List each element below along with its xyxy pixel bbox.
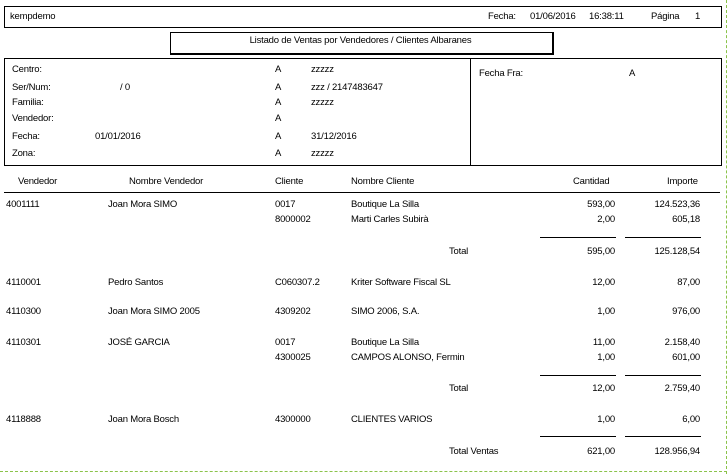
filter-familia-a: A bbox=[275, 97, 282, 108]
subtotal-label: Total bbox=[449, 383, 469, 394]
table-row-cantidad: 1,00 bbox=[597, 352, 615, 363]
filter-zona-to: zzzzz bbox=[311, 148, 334, 159]
table-row-nombre-cliente: Marti Carles Subirà bbox=[351, 214, 429, 225]
filter-zona-a: A bbox=[275, 148, 282, 159]
filter-centro-label: Centro: bbox=[12, 64, 42, 75]
report-time: 16:38:11 bbox=[589, 11, 624, 22]
col-importe: Importe bbox=[667, 176, 698, 187]
filter-zona-label: Zona: bbox=[12, 148, 36, 159]
subtotal-cantidad: 595,00 bbox=[587, 246, 615, 257]
table-row-cantidad: 593,00 bbox=[587, 199, 615, 210]
table-row-nombre-vendedor: Pedro Santos bbox=[108, 277, 164, 288]
report-title: Listado de Ventas por Vendedores / Clientes Albaranes bbox=[249, 35, 472, 46]
filter-familia-to: zzzzz bbox=[311, 97, 334, 108]
table-row-vendedor: 4118888 bbox=[6, 414, 41, 425]
table-row-vendedor: 4110300 bbox=[6, 306, 41, 317]
subtotal-rule bbox=[625, 237, 701, 238]
table-row-cliente: C060307.2 bbox=[275, 277, 320, 288]
filter-vendedor-a: A bbox=[275, 113, 282, 124]
table-row-cliente: 0017 bbox=[275, 337, 296, 348]
grand-total-rule bbox=[625, 436, 701, 437]
filter-centro-to: zzzzz bbox=[311, 64, 334, 75]
table-row-importe: 124.523,36 bbox=[654, 199, 700, 210]
filters-divider bbox=[470, 58, 471, 165]
subtotal-importe: 2.759,40 bbox=[664, 383, 700, 394]
grand-total-cantidad: 621,00 bbox=[587, 446, 615, 457]
filter-sernum-from: / 0 bbox=[120, 82, 130, 93]
table-row-nombre-vendedor: Joan Mora Bosch bbox=[108, 414, 179, 425]
filter-centro-a: A bbox=[275, 64, 282, 75]
filter-fecha-a: A bbox=[275, 131, 282, 142]
col-vendedor: Vendedor bbox=[18, 176, 58, 187]
filter-sernum-to: zzz / 2147483647 bbox=[311, 82, 383, 93]
table-row-cantidad: 11,00 bbox=[592, 337, 615, 348]
grand-total-importe: 128.956,94 bbox=[654, 446, 700, 457]
table-row-importe: 87,00 bbox=[677, 277, 700, 288]
table-row-nombre-cliente: SIMO 2006, S.A. bbox=[351, 306, 420, 317]
table-row-cantidad: 1,00 bbox=[597, 414, 615, 425]
filter-fecha-label: Fecha: bbox=[12, 131, 40, 142]
subtotal-rule bbox=[540, 375, 616, 376]
filters-box bbox=[4, 58, 722, 166]
table-row-vendedor: 4110301 bbox=[6, 337, 41, 348]
filter-fechafra-a: A bbox=[629, 68, 636, 79]
table-row-nombre-cliente: Boutique La Silla bbox=[351, 199, 419, 210]
col-nombre-vendedor: Nombre Vendedor bbox=[129, 176, 204, 187]
subtotal-rule bbox=[540, 237, 616, 238]
col-cliente: Cliente bbox=[275, 176, 304, 187]
table-row-cliente: 8000002 bbox=[275, 214, 311, 225]
table-row-cliente: 4300025 bbox=[275, 352, 311, 363]
grand-total-label: Total Ventas bbox=[449, 446, 499, 457]
report-date: 01/06/2016 bbox=[530, 11, 576, 22]
filter-fecha-from: 01/01/2016 bbox=[95, 131, 141, 142]
table-row-cantidad: 2,00 bbox=[597, 214, 615, 225]
table-row-nombre-vendedor: Joan Mora SIMO bbox=[108, 199, 178, 210]
table-row-cliente: 4309202 bbox=[275, 306, 311, 317]
table-row-nombre-cliente: CAMPOS ALONSO, Fermin bbox=[351, 352, 465, 363]
page-label: Página bbox=[651, 11, 680, 22]
table-row-importe: 976,00 bbox=[672, 306, 700, 317]
filter-familia-label: Familia: bbox=[12, 97, 44, 108]
table-row-cantidad: 1,00 bbox=[597, 306, 615, 317]
grand-total-rule bbox=[540, 436, 616, 437]
date-label: Fecha: bbox=[488, 11, 516, 22]
table-row-nombre-cliente: CLIENTES VARIOS bbox=[351, 414, 433, 425]
filter-vendedor-label: Vendedor: bbox=[12, 113, 54, 124]
table-row-importe: 2.158,40 bbox=[664, 337, 700, 348]
subtotal-importe: 125.128,54 bbox=[654, 246, 700, 257]
table-row-nombre-vendedor: JOSÉ GARCIA bbox=[108, 337, 170, 348]
col-cantidad: Cantidad bbox=[573, 176, 610, 187]
page-number: 1 bbox=[695, 11, 701, 22]
table-row-cliente: 4300000 bbox=[275, 414, 311, 425]
subtotal-rule bbox=[625, 375, 701, 376]
company-name: kempdemo bbox=[10, 11, 56, 22]
col-nombre-cliente: Nombre Cliente bbox=[351, 176, 415, 187]
table-row-nombre-vendedor: Joan Mora SIMO 2005 bbox=[108, 306, 200, 317]
table-row-vendedor: 4001111 bbox=[6, 199, 40, 210]
table-row-nombre-cliente: Boutique La Silla bbox=[351, 337, 419, 348]
filter-sernum-label: Ser/Num: bbox=[12, 82, 51, 93]
table-row-nombre-cliente: Kriter Software Fiscal SL bbox=[351, 277, 451, 288]
table-row-importe: 6,00 bbox=[682, 414, 700, 425]
filter-sernum-a: A bbox=[275, 82, 282, 93]
table-row-cliente: 0017 bbox=[275, 199, 296, 210]
table-row-cantidad: 12,00 bbox=[592, 277, 615, 288]
table-row-vendedor: 4110001 bbox=[6, 277, 41, 288]
header-rule bbox=[4, 192, 720, 193]
table-row-importe: 601,00 bbox=[672, 352, 700, 363]
filter-fechafra-label: Fecha Fra: bbox=[479, 68, 523, 79]
filter-fecha-to: 31/12/2016 bbox=[311, 131, 357, 142]
subtotal-label: Total bbox=[449, 246, 469, 257]
table-row-importe: 605,18 bbox=[672, 214, 700, 225]
subtotal-cantidad: 12,00 bbox=[592, 383, 615, 394]
page-edge-bottom bbox=[0, 471, 727, 472]
